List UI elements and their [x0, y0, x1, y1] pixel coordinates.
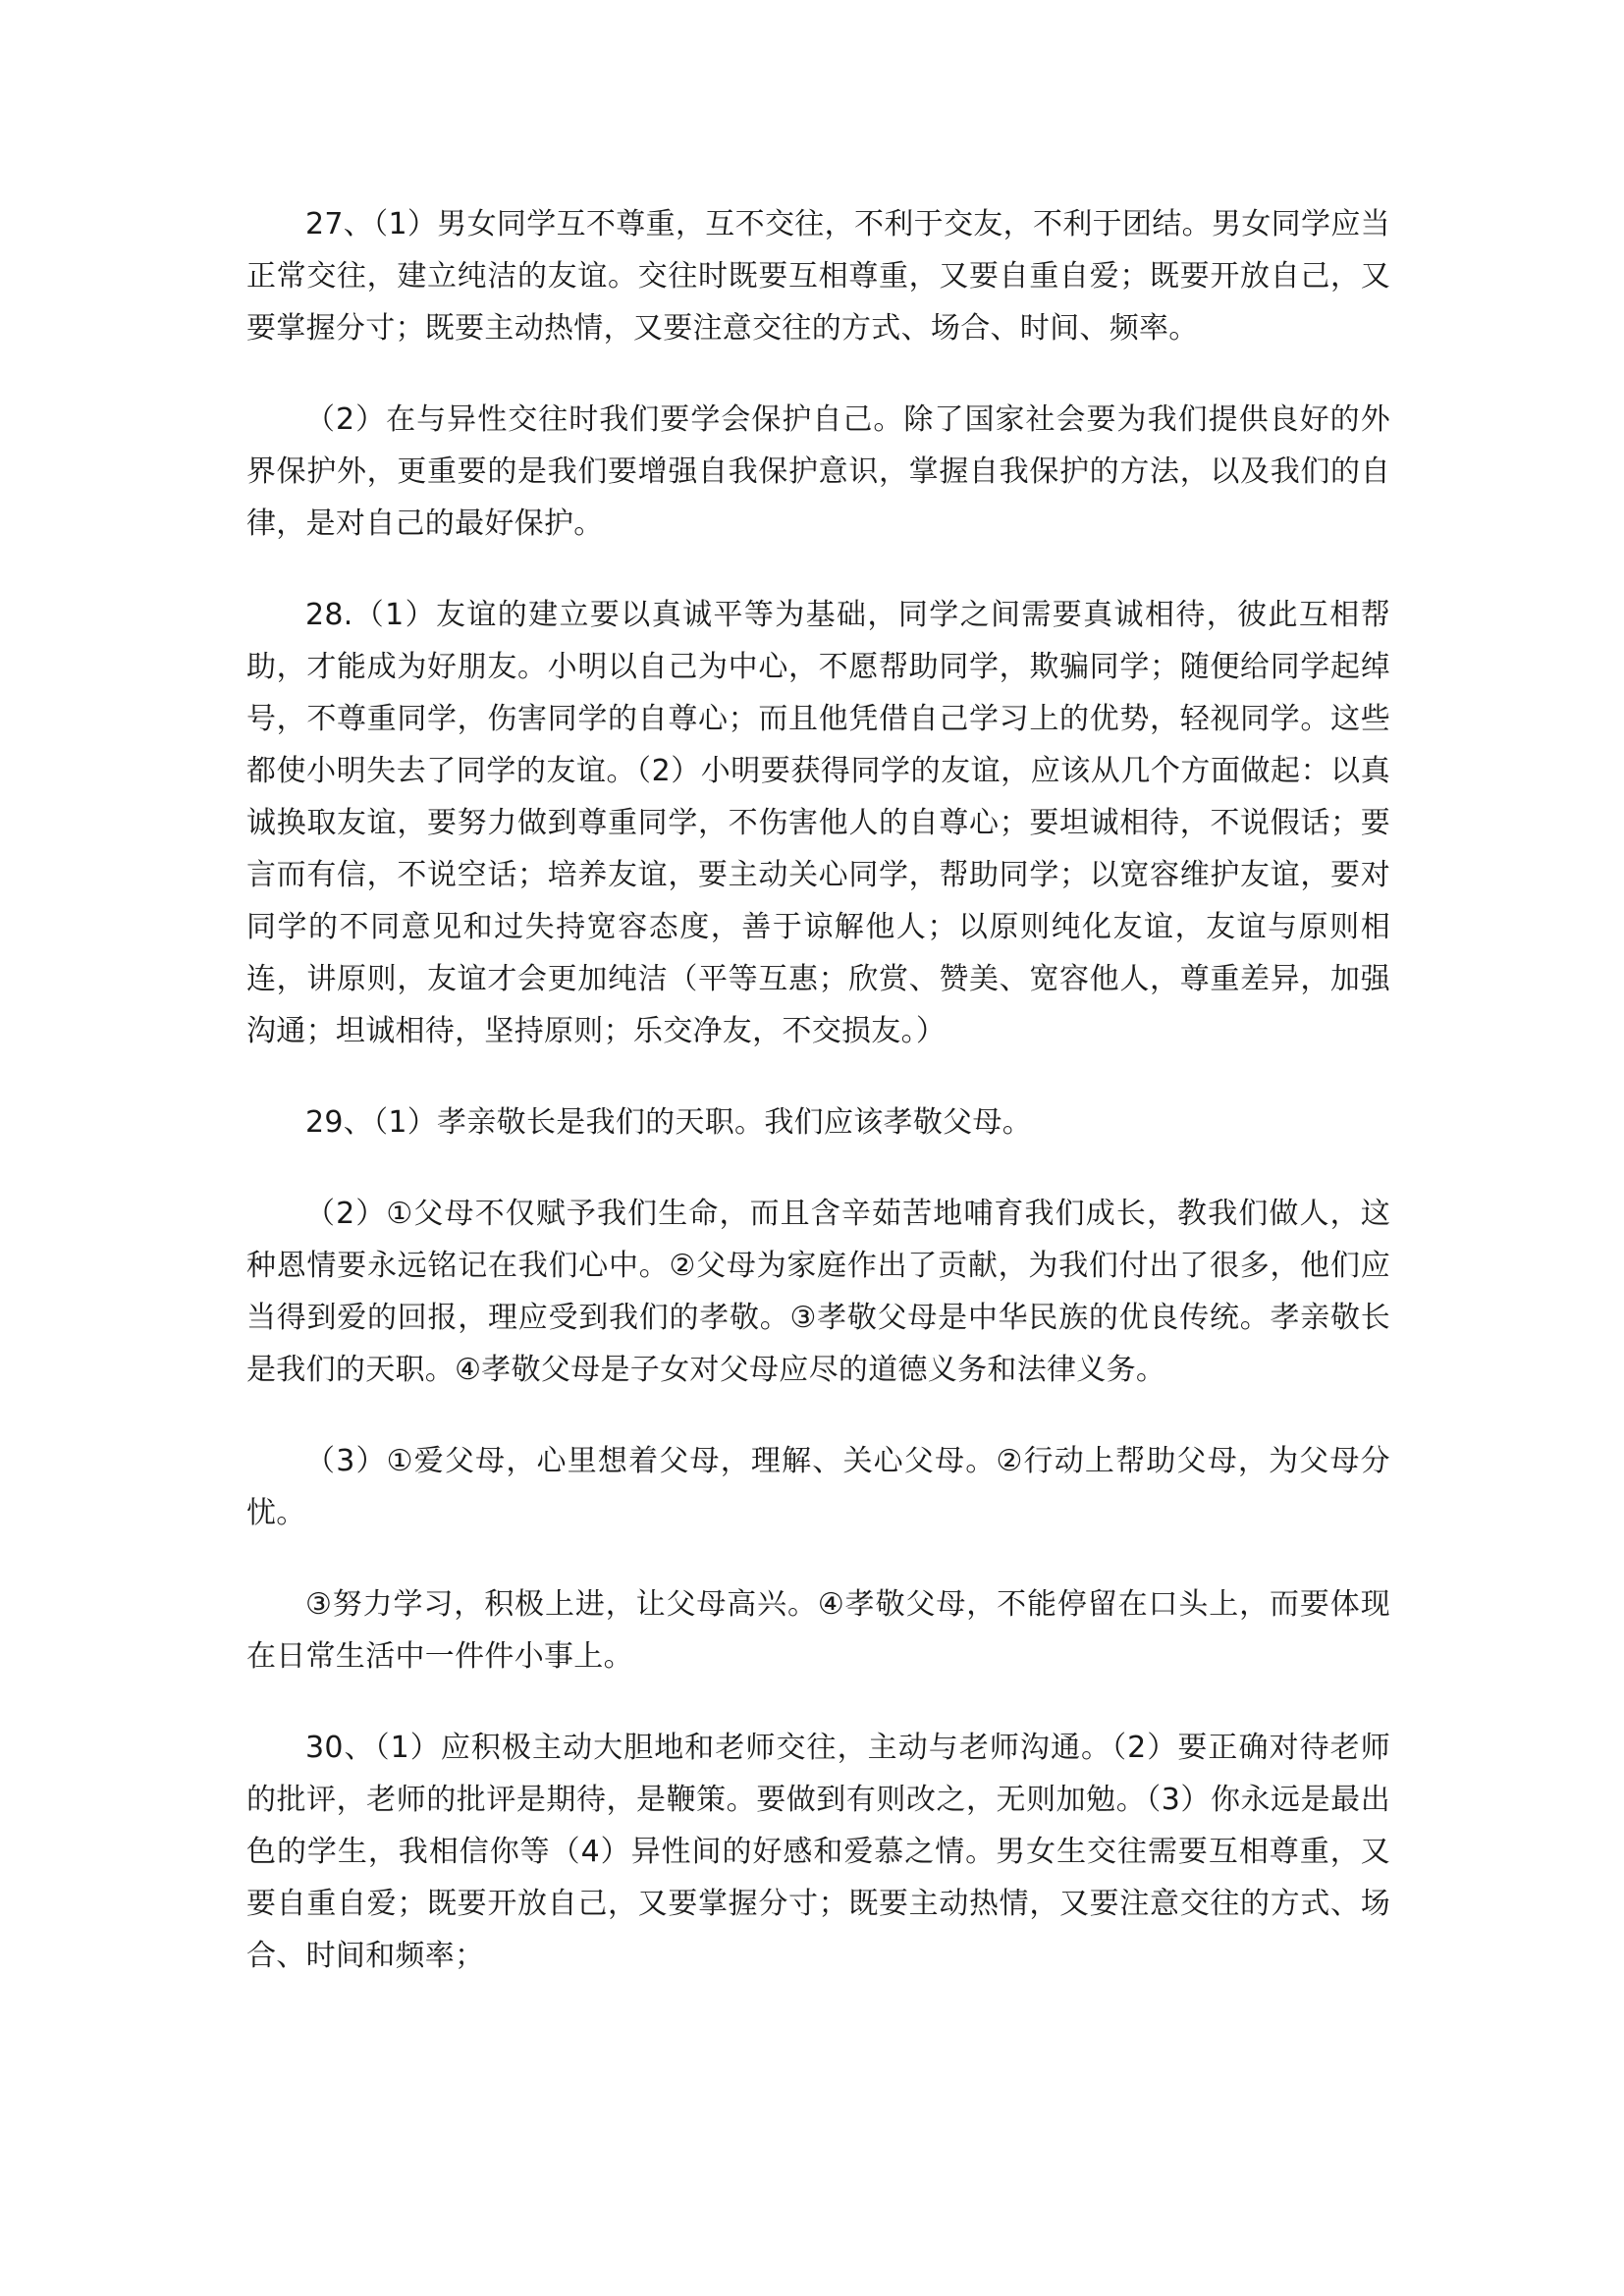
answer-29-part-2: （2）①父母不仅赋予我们生命，而且含辛茹苦地哺育我们成长，教我们做人，这种恩情要永远铭记在我们心中。②父母为家庭作出了贡献，为我们付出了很多，他们应当得到爱的回报，理应受到我们的孝敬。③孝敬父母是中华民族的优良传统。孝亲敬长是我们的天职。④孝敬父母是子女对父母应尽的道德义务和法律义务。 — [246, 1197, 1390, 1387]
answer-28: 28.（1）友谊的建立要以真诚平等为基础，同学之间需要真诚相待，彼此互相帮助，才能成为好朋友。小明以自己为中心，不愿帮助同学，欺骗同学；随便给同学起绰号，不尊重同学，伤害同学的自尊心；而且他凭借自己学习上的优势，轻视同学。这些都使小明失去了同学的友谊。（2）小明要获得同学的友谊，应该从几个方面做起：以真诚换取友谊，要努力做到尊重同学，不伤害他人的自尊心；要坦诚相待，不说假话；要言而有信，不说空话；培养友谊，要主动关心同学，帮助同学；以宽容维护友谊，要对同学的不同意见和过失持宽容态度，善于谅解他人；以原则纯化友谊，友谊与原则相连，讲原则，友谊才会更加纯洁（平等互惠；欣赏、赞美、宽容他人，尊重差异，加强沟通；坦诚相待，坚持原则；乐交净友，不交损友。） — [246, 598, 1390, 1048]
answer-29-part-3: （3）①爱父母，心里想着父母，理解、关心父母。②行动上帮助父母，为父母分忧。 — [246, 1444, 1390, 1530]
answer-27-part-2: （2）在与异性交往时我们要学会保护自己。除了国家社会要为我们提供良好的外界保护外，更重要的是我们要增强自我保护意识，掌握自我保护的方法，以及我们的自律，是对自己的最好保护。 — [246, 402, 1390, 541]
answer-30: 30、（1）应积极主动大胆地和老师交往，主动与老师沟通。（2）要正确对待老师的批评，老师的批评是期待，是鞭策。要做到有则改之，无则加勉。（3）你永远是最出色的学生，我相信你等（4）异性间的好感和爱慕之情。男女生交往需要互相尊重，又要自重自爱；既要开放自己，又要掌握分寸；既要主动热情，又要注意交往的方式、场合、时间和频率； — [246, 1731, 1390, 1973]
answer-27-part-1: 27、（1）男女同学互不尊重，互不交往，不利于交友，不利于团结。男女同学应当正常交往，建立纯洁的友谊。交往时既要互相尊重，又要自重自爱；既要开放自己，又要掌握分寸；既要主动热情，又要注意交往的方式、场合、时间、频率。 — [246, 207, 1390, 346]
answer-29-part-1: 29、（1）孝亲敬长是我们的天职。我们应该孝敬父母。 — [305, 1105, 1033, 1140]
document-body — [246, 198, 1390, 2021]
answer-29-part-3-continued: ③努力学习，积极上进，让父母高兴。④孝敬父母，不能停留在口头上，而要体现在日常生活中一件件小事上。 — [246, 1587, 1390, 1674]
